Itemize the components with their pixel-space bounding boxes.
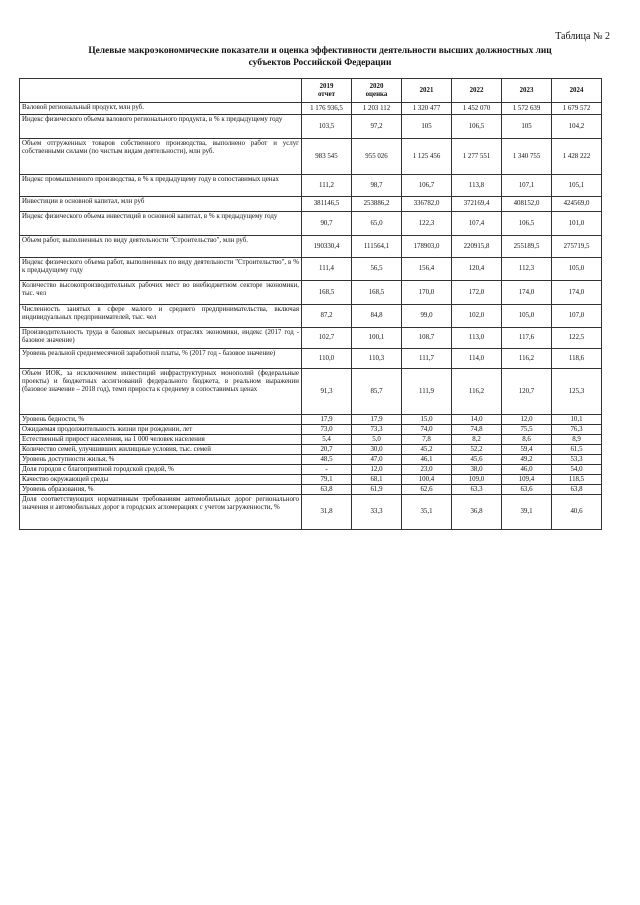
indicator-value: 106,5 [502, 212, 552, 236]
indicator-value: 45,6 [452, 455, 502, 465]
indicator-value: 36,8 [452, 495, 502, 530]
indicator-value: 1 428 222 [552, 139, 602, 175]
indicator-value: 33,3 [352, 495, 402, 530]
indicator-value: 15,0 [402, 415, 452, 425]
header-year: 2024 [569, 86, 584, 94]
indicator-value: 107,1 [502, 175, 552, 197]
indicator-value: 109,4 [502, 475, 552, 485]
indicator-value: 46,0 [502, 465, 552, 475]
indicator-value: 111,9 [402, 369, 452, 415]
header-year-1 [302, 79, 352, 103]
header-year-5 [502, 79, 552, 103]
indicator-value: 61,5 [552, 445, 602, 455]
indicator-value: 38,0 [452, 465, 502, 475]
indicator-value: 983 545 [302, 139, 352, 175]
table-row [20, 115, 602, 139]
table-row [20, 445, 602, 455]
document-title [20, 45, 620, 69]
indicator-value: 90,7 [302, 212, 352, 236]
indicator-value: 76,3 [552, 425, 602, 435]
indicator-value: 63,8 [552, 485, 602, 495]
indicator-value: 1 572 639 [502, 103, 552, 115]
indicator-value: 336782,0 [402, 197, 452, 212]
header-year-6 [552, 79, 602, 103]
indicator-value: 39,1 [502, 495, 552, 530]
indicator-label: Уровень реальной среднемесячной заработной платы, % (2017 год - базовое значение) [20, 349, 302, 369]
indicator-value: 17,9 [302, 415, 352, 425]
indicator-value: 5,4 [302, 435, 352, 445]
indicator-value: 8,9 [552, 435, 602, 445]
indicator-value: 17,9 [352, 415, 402, 425]
indicator-value: 74,8 [452, 425, 502, 435]
indicator-value: 116,2 [502, 349, 552, 369]
indicator-value: 111,2 [302, 175, 352, 197]
indicator-value: 1 679 572 [552, 103, 602, 115]
indicator-value: 105 [402, 115, 452, 139]
indicator-value: 1 125 456 [402, 139, 452, 175]
indicator-value: 20,7 [302, 445, 352, 455]
indicator-value: 107,0 [552, 305, 602, 328]
indicator-value: 45,2 [402, 445, 452, 455]
indicator-value: 174,0 [502, 281, 552, 305]
indicator-value: 47,0 [352, 455, 402, 465]
table-row [20, 455, 602, 465]
indicator-value: 61,9 [352, 485, 402, 495]
indicator-value: 12,0 [502, 415, 552, 425]
indicator-value: 46,1 [402, 455, 452, 465]
table-row [20, 236, 602, 258]
indicator-value: 110,3 [352, 349, 402, 369]
indicator-value: 174,0 [552, 281, 602, 305]
indicator-value: 73,0 [302, 425, 352, 435]
indicator-value: 106,7 [402, 175, 452, 197]
header-indicator [20, 79, 302, 103]
indicator-value: 87,2 [302, 305, 352, 328]
indicator-value: 56,5 [352, 258, 402, 281]
indicator-value: 118,6 [552, 349, 602, 369]
indicator-value: 114,0 [452, 349, 502, 369]
indicator-value: 122,5 [552, 328, 602, 349]
indicators-table [19, 78, 602, 530]
indicator-value: 10,1 [552, 415, 602, 425]
indicator-label: Уровень образования, % [20, 485, 302, 495]
indicator-value: 255189,5 [502, 236, 552, 258]
indicator-value: 118,5 [552, 475, 602, 485]
indicator-value: 156,4 [402, 258, 452, 281]
indicator-value: 84,8 [352, 305, 402, 328]
title-line-2: субъектов Российской Федерации [248, 58, 392, 68]
indicator-value: 59,4 [502, 445, 552, 455]
indicator-label: Объем работ, выполненных по виду деятельности "Строительство", млн руб. [20, 236, 302, 258]
indicator-label: Валовой региональный продукт, млн руб. [20, 103, 302, 115]
indicator-value: 79,1 [302, 475, 352, 485]
table-row [20, 349, 602, 369]
table-row [20, 175, 602, 197]
indicator-value: 105,1 [552, 175, 602, 197]
indicator-value: 105,0 [502, 305, 552, 328]
indicator-value: 74,0 [402, 425, 452, 435]
indicator-label: Доля городов с благоприятной городской средой, % [20, 465, 302, 475]
indicator-value: 5,0 [352, 435, 402, 445]
indicator-value: 23,0 [402, 465, 452, 475]
indicator-value: 100,1 [352, 328, 402, 349]
table-row [20, 425, 602, 435]
indicator-label: Индекс физического объема валового регионального продукта, в % к предыдущему году [20, 115, 302, 139]
indicator-label: Численность занятых в сфере малого и среднего предпринимательства, включая индивидуальных предпринимателей, тыс. чел [20, 305, 302, 328]
indicator-value: 12,0 [352, 465, 402, 475]
indicator-value: 117,6 [502, 328, 552, 349]
indicator-value: 8,2 [452, 435, 502, 445]
indicator-value: 116,2 [452, 369, 502, 415]
table-row [20, 465, 602, 475]
table-row [20, 495, 602, 530]
indicator-value: 63,3 [452, 485, 502, 495]
indicator-value: 125,3 [552, 369, 602, 415]
indicator-value: 111,4 [302, 258, 352, 281]
table-row [20, 281, 602, 305]
indicator-value: 220915,8 [452, 236, 502, 258]
indicator-label: Уровень бедности, % [20, 415, 302, 425]
indicator-value: 190330,4 [302, 236, 352, 258]
indicator-value: 35,1 [402, 495, 452, 530]
indicator-label: Инвестиции в основной капитал, млн руб [20, 197, 302, 212]
indicator-value: - [302, 465, 352, 475]
indicator-value: 111,7 [402, 349, 452, 369]
indicator-value: 172,0 [452, 281, 502, 305]
indicator-value: 85,7 [352, 369, 402, 415]
indicator-value: 113,8 [452, 175, 502, 197]
indicator-value: 104,2 [552, 115, 602, 139]
indicator-value: 108,7 [402, 328, 452, 349]
table-row [20, 415, 602, 425]
indicator-value: 381146,5 [302, 197, 352, 212]
table-row [20, 369, 602, 415]
indicator-label: Естественный прирост населения, на 1 000 человек населения [20, 435, 302, 445]
indicator-value: 113,0 [452, 328, 502, 349]
indicator-label: Уровень доступности жилья, % [20, 455, 302, 465]
indicator-label: Объем отгруженных товаров собственного производства, выполнено работ и услуг собственными силами (по чистым видам деятельности), млн руб. [20, 139, 302, 175]
indicator-value: 102,7 [302, 328, 352, 349]
indicator-value: 120,7 [502, 369, 552, 415]
indicator-value: 30,0 [352, 445, 402, 455]
indicator-value: 54,0 [552, 465, 602, 475]
indicator-value: 73,3 [352, 425, 402, 435]
table-row [20, 139, 602, 175]
indicator-value: 120,4 [452, 258, 502, 281]
indicator-value: 40,6 [552, 495, 602, 530]
indicator-value: 52,2 [452, 445, 502, 455]
indicator-value: 112,3 [502, 258, 552, 281]
indicator-value: 49,2 [502, 455, 552, 465]
indicator-label: Качество окружающей среды [20, 475, 302, 485]
header-year-4 [452, 79, 502, 103]
indicator-label: Индекс физического объема инвестиций в основной капитал, в % к предыдущему году [20, 212, 302, 236]
indicator-value: 109,0 [452, 475, 502, 485]
header-year-note: отчет [317, 90, 336, 98]
indicator-value: 14,0 [452, 415, 502, 425]
indicator-value: 122,3 [402, 212, 452, 236]
indicator-value: 105,0 [552, 258, 602, 281]
indicator-value: 110,0 [302, 349, 352, 369]
table-row [20, 328, 602, 349]
indicator-value: 1 452 070 [452, 103, 502, 115]
table-body [20, 103, 602, 530]
indicator-value: 91,3 [302, 369, 352, 415]
indicator-value: 62,6 [402, 485, 452, 495]
indicator-value: 8,6 [502, 435, 552, 445]
indicator-value: 99,0 [402, 305, 452, 328]
indicator-value: 178903,0 [402, 236, 452, 258]
indicator-value: 111564,1 [352, 236, 402, 258]
indicator-value: 48,5 [302, 455, 352, 465]
table-row [20, 485, 602, 495]
indicator-value: 103,5 [302, 115, 352, 139]
indicator-value: 100,4 [402, 475, 452, 485]
indicator-label: Индекс физического объема работ, выполненных по виду деятельности "Строительство", в % к предыдущему году [20, 258, 302, 281]
indicator-value: 168,5 [352, 281, 402, 305]
header-year-note: оценка [365, 90, 388, 98]
indicator-value: 68,1 [352, 475, 402, 485]
header-year-3 [402, 79, 452, 103]
indicator-value: 53,3 [552, 455, 602, 465]
header-year-2 [352, 79, 402, 103]
indicator-value: 106,5 [452, 115, 502, 139]
header-year: 2023 [519, 86, 534, 94]
indicator-value: 253886,2 [352, 197, 402, 212]
table-row [20, 305, 602, 328]
indicator-value: 97,2 [352, 115, 402, 139]
indicator-value: 372169,4 [452, 197, 502, 212]
indicator-value: 63,6 [502, 485, 552, 495]
table-row [20, 103, 602, 115]
header-year: 2022 [469, 86, 484, 94]
header-year: 2019 [319, 82, 334, 90]
indicator-value: 170,0 [402, 281, 452, 305]
table-header-row [20, 79, 602, 103]
indicator-label: Ожидаемая продолжительность жизни при рождении, лет [20, 425, 302, 435]
indicator-value: 102,0 [452, 305, 502, 328]
indicator-value: 107,4 [452, 212, 502, 236]
indicator-value: 75,5 [502, 425, 552, 435]
indicator-value: 408152,0 [502, 197, 552, 212]
indicator-value: 1 176 936,5 [302, 103, 352, 115]
table-row [20, 435, 602, 445]
indicator-label: Количество семей, улучшивших жилищные условия, тыс. семей [20, 445, 302, 455]
indicator-value: 7,8 [402, 435, 452, 445]
indicator-value: 63,8 [302, 485, 352, 495]
indicator-value: 98,7 [352, 175, 402, 197]
indicator-label: Объем ИОК, за исключением инвестиций инфраструктурных монополий (федеральные проекты) и бюджетных ассигнований федерального бюджета, в реальном выражении (базовое значение – 2018 год), темп прироста к среднему в сопоставимых ценах [20, 369, 302, 415]
table-row [20, 258, 602, 281]
header-year: 2020 [369, 82, 384, 90]
indicator-value: 101,0 [552, 212, 602, 236]
indicator-value: 424569,0 [552, 197, 602, 212]
indicator-value: 1 340 755 [502, 139, 552, 175]
indicator-label: Количество высокопроизводительных рабочих мест во внебюджетном секторе экономики, тыс. чел [20, 281, 302, 305]
indicator-value: 105 [502, 115, 552, 139]
indicator-value: 65,0 [352, 212, 402, 236]
header-year: 2021 [419, 86, 434, 94]
indicator-value: 955 026 [352, 139, 402, 175]
indicator-value: 275719,5 [552, 236, 602, 258]
table-row [20, 475, 602, 485]
indicator-value: 168,5 [302, 281, 352, 305]
table-row [20, 212, 602, 236]
indicator-value: 31,8 [302, 495, 352, 530]
indicator-value: 1 277 551 [452, 139, 502, 175]
table-number: Таблица № 2 [555, 31, 610, 42]
indicator-label: Индекс промышленного производства, в % к предыдущему году в сопоставимых ценах [20, 175, 302, 197]
indicator-label: Доля соответствующих нормативным требованиям автомобильных дорог регионального значения и автомобильных дорог в городских агломерациях с учетом загруженности, % [20, 495, 302, 530]
table-row [20, 197, 602, 212]
indicator-value: 1 320 477 [402, 103, 452, 115]
indicator-value: 1 203 112 [352, 103, 402, 115]
indicator-label: Производительность труда в базовых несырьевых отраслях экономики, индекс (2017 год - базовое значение) [20, 328, 302, 349]
title-line-1: Целевые макроэкономические показатели и оценка эффективности деятельности высших должностных лиц [88, 46, 552, 56]
